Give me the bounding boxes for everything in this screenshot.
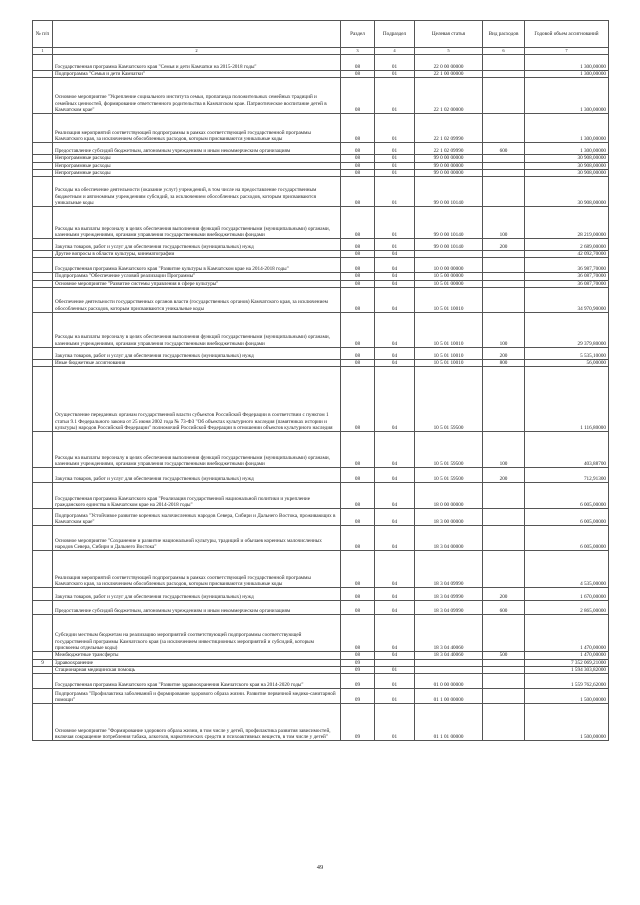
row-section-cell: 08 <box>341 468 375 483</box>
row-amount-cell: 1 500,00000 <box>525 689 609 704</box>
table-row <box>33 239 609 251</box>
row-article-cell <box>415 659 483 666</box>
table-row <box>33 551 609 588</box>
row-name-cell: Предоставление субсидий бюджетным, автономным учреждениям и иным некоммерческим организациям <box>53 601 341 615</box>
row-amount-cell: 30 908,00000 <box>525 155 609 162</box>
row-num-cell <box>33 78 53 114</box>
row-expense-type-cell: 600 <box>483 601 525 615</box>
row-amount-cell: 1 470,00000 <box>525 615 609 652</box>
header-section: Раздел <box>341 21 375 48</box>
row-name-cell: Закупка товаров, работ и услуг для обеспечения государственных (муниципальных) нужд <box>53 239 341 251</box>
row-article-cell: 99 0 00 00000 <box>415 162 483 169</box>
row-section-cell: 08 <box>341 601 375 615</box>
row-amount-cell: 1 594 303,82000 <box>525 666 609 673</box>
row-num-cell <box>33 360 53 367</box>
row-subsection-cell: 04 <box>375 551 415 588</box>
row-name-cell: Расходы на выплаты персоналу в целях обеспечения выполнения функций государственными (муниципальными) органами, казенными учреждениями, органами управления государственными внебюджетными фондами <box>53 313 341 348</box>
row-subsection-cell: 04 <box>375 509 415 526</box>
header-article: Целевая статья <box>415 21 483 48</box>
row-num-cell <box>33 71 53 78</box>
index-cell: 3 <box>341 48 375 55</box>
row-name-cell: Закупка товаров, работ и услуг для обеспечения государственных (муниципальных) нужд <box>53 348 341 360</box>
index-cell: 1 <box>33 48 53 55</box>
table-row <box>33 689 609 704</box>
row-article-cell: 22 1 02 09990 <box>415 143 483 155</box>
row-article-cell: 18 3 04 00000 <box>415 526 483 551</box>
table-row <box>33 143 609 155</box>
row-subsection-cell: 04 <box>375 258 415 273</box>
row-article-cell <box>415 251 483 258</box>
row-num-cell <box>33 258 53 273</box>
row-subsection-cell: 01 <box>375 666 415 673</box>
row-name-cell: Расходы на выплаты персоналу в целях обеспечения выполнения функций государственными (муниципальными) органами, казенными учреждениями, органами управления государственными внебюджетными фондами <box>53 207 341 239</box>
row-article-cell: 10 5 01 00000 <box>415 280 483 287</box>
row-subsection-cell: 04 <box>375 432 415 468</box>
table-row <box>33 652 609 659</box>
table-row <box>33 360 609 367</box>
row-section-cell: 08 <box>341 288 375 313</box>
row-section-cell: 08 <box>341 652 375 659</box>
table-row <box>33 273 609 280</box>
row-article-cell: 22 0 00 00000 <box>415 55 483 71</box>
row-name-cell: Реализация мероприятий соответствующей подпрограммы в рамках соответствующей государственной программы Камчатского края, за исключением обособленных расходов, которым присваиваются уникальные коды <box>53 551 341 588</box>
header-name <box>53 21 341 48</box>
row-expense-type-cell <box>483 251 525 258</box>
row-expense-type-cell <box>483 288 525 313</box>
row-amount-cell: 30 908,00000 <box>525 162 609 169</box>
row-expense-type-cell <box>483 169 525 176</box>
row-amount-cell: 403,88700 <box>525 432 609 468</box>
row-article-cell: 10 5 01 59500 <box>415 432 483 468</box>
row-expense-type-cell: 100 <box>483 207 525 239</box>
row-amount-cell: 6 005,00000 <box>525 526 609 551</box>
row-expense-type-cell <box>483 280 525 287</box>
row-expense-type-cell <box>483 273 525 280</box>
row-section-cell: 08 <box>341 273 375 280</box>
row-name-cell: Подпрограмма "Семья и дети Камчатки" <box>53 71 341 78</box>
row-num-cell <box>33 313 53 348</box>
row-article-cell: 01 1 01 00000 <box>415 704 483 741</box>
row-expense-type-cell <box>483 483 525 509</box>
row-amount-cell: 7 352 069,21000 <box>525 659 609 666</box>
row-section-cell: 09 <box>341 689 375 704</box>
row-expense-type-cell <box>483 689 525 704</box>
row-amount-cell: 36 987,70000 <box>525 258 609 273</box>
row-expense-type-cell: 500 <box>483 652 525 659</box>
row-name-cell: Основное мероприятие "Формирование здорового образа жизни, в том числе у детей, профилактика развития зависимостей, включая сокращение потребления табака, алкоголя, наркотических средств и психоактивных веществ, в том числе у детей" <box>53 704 341 741</box>
row-article-cell: 01 1 00 00000 <box>415 689 483 704</box>
row-amount-cell: 1 300,00000 <box>525 71 609 78</box>
row-subsection-cell: 04 <box>375 288 415 313</box>
table-row <box>33 526 609 551</box>
row-article-cell: 18 3 00 00000 <box>415 509 483 526</box>
row-expense-type-cell <box>483 674 525 689</box>
row-amount-cell: 34 970,90000 <box>525 288 609 313</box>
row-section-cell: 08 <box>341 155 375 162</box>
row-subsection-cell: 04 <box>375 588 415 601</box>
table-row <box>33 288 609 313</box>
row-article-cell: 18 0 00 00000 <box>415 483 483 509</box>
row-subsection-cell: 01 <box>375 71 415 78</box>
table-row <box>33 313 609 348</box>
row-subsection-cell: 04 <box>375 526 415 551</box>
row-amount-cell: 1 670,00000 <box>525 588 609 601</box>
row-amount-cell: 30 908,00000 <box>525 177 609 207</box>
row-article-cell: 10 5 00 00000 <box>415 273 483 280</box>
row-article-cell: 22 1 02 00000 <box>415 78 483 114</box>
row-section-cell: 09 <box>341 704 375 741</box>
row-section-cell: 08 <box>341 258 375 273</box>
row-section-cell: 08 <box>341 367 375 432</box>
row-name-cell: Закупка товаров, работ и услуг для обеспечения государственных (муниципальных) нужд <box>53 588 341 601</box>
row-amount-cell: 1 470,00000 <box>525 652 609 659</box>
row-num-cell <box>33 652 53 659</box>
row-subsection-cell: 04 <box>375 601 415 615</box>
table-row <box>33 251 609 258</box>
row-amount-cell: 29 379,80000 <box>525 313 609 348</box>
row-num-cell <box>33 432 53 468</box>
row-expense-type-cell: 200 <box>483 239 525 251</box>
row-section-cell: 08 <box>341 169 375 176</box>
row-article-cell: 10 0 00 00000 <box>415 258 483 273</box>
row-article-cell: 18 3 04 09990 <box>415 588 483 601</box>
row-num-cell <box>33 288 53 313</box>
row-section-cell: 08 <box>341 348 375 360</box>
row-section-cell: 08 <box>341 615 375 652</box>
row-name-cell: Основное мероприятие "Развитие системы управления в сфере культуры" <box>53 280 341 287</box>
table-row <box>33 207 609 239</box>
header-amount: Годовой объем ассигнований <box>525 21 609 48</box>
header-expense-type: Вид расходов <box>483 21 525 48</box>
row-section-cell: 09 <box>341 666 375 673</box>
row-section-cell: 08 <box>341 588 375 601</box>
row-amount-cell: 712,91300 <box>525 468 609 483</box>
row-num-cell <box>33 509 53 526</box>
row-section-cell: 08 <box>341 280 375 287</box>
row-subsection-cell: 04 <box>375 280 415 287</box>
table-row <box>33 674 609 689</box>
row-name-cell: Межбюджетные трансферты <box>53 652 341 659</box>
row-num-cell <box>33 169 53 176</box>
row-section-cell: 08 <box>341 483 375 509</box>
row-name-cell: Непрограммные расходы <box>53 169 341 176</box>
row-subsection-cell: 01 <box>375 704 415 741</box>
row-num-cell <box>33 615 53 652</box>
row-name-cell: Обеспечение деятельности государственных органов власти (государственных органов) Камчатского края, за исключением обособленных расходов, которым присваиваются уникальные коды <box>53 288 341 313</box>
table-row <box>33 509 609 526</box>
table-row <box>33 367 609 432</box>
row-num-cell <box>33 239 53 251</box>
row-subsection-cell: 04 <box>375 483 415 509</box>
row-section-cell: 08 <box>341 313 375 348</box>
header-num: № п/п <box>33 21 53 48</box>
row-num-cell <box>33 143 53 155</box>
row-expense-type-cell <box>483 162 525 169</box>
row-amount-cell: 1 500,00000 <box>525 704 609 741</box>
row-subsection-cell: 01 <box>375 689 415 704</box>
row-expense-type-cell <box>483 177 525 207</box>
row-amount-cell: 30 908,00000 <box>525 169 609 176</box>
row-name-cell: Государственная программа Камчатского края "Семья и дети Камчатки на 2015-2018 годы" <box>53 55 341 71</box>
budget-table-container <box>32 20 608 741</box>
row-section-cell: 09 <box>341 674 375 689</box>
row-subsection-cell: 04 <box>375 313 415 348</box>
page-number: 49 <box>316 864 324 871</box>
header-subsection: Подраздел <box>375 21 415 48</box>
row-num-cell <box>33 704 53 741</box>
row-section-cell: 08 <box>341 432 375 468</box>
row-expense-type-cell <box>483 615 525 652</box>
row-num-cell <box>33 689 53 704</box>
row-subsection-cell: 04 <box>375 615 415 652</box>
table-row <box>33 162 609 169</box>
row-num-cell <box>33 273 53 280</box>
table-row <box>33 71 609 78</box>
row-num-cell <box>33 468 53 483</box>
row-section-cell: 08 <box>341 509 375 526</box>
row-num-cell <box>33 207 53 239</box>
row-name-cell: Государственная программа Камчатского края "Развитие культуры в Камчатском крае на 2014-2018 годы" <box>53 258 341 273</box>
table-row <box>33 601 609 615</box>
row-name-cell: Расходы на обеспечение деятельности (оказание услуг) учреждений, в том числе на предоставление государственным бюджетным и автономным учреждениям субсидий, за исключением обособленных расходов, которым присваиваются уникальные коды <box>53 177 341 207</box>
row-num-cell <box>33 348 53 360</box>
row-expense-type-cell <box>483 659 525 666</box>
row-num-cell <box>33 601 53 615</box>
row-name-cell: Реализация мероприятий соответствующей подпрограммы в рамках соответствующей государственной программы Камчатского края, за исключением обособленных расходов, которым присваиваются уникальные коды <box>53 114 341 143</box>
row-article-cell: 99 0 00 10140 <box>415 177 483 207</box>
index-cell: 5 <box>415 48 483 55</box>
row-article-cell: 22 1 00 00000 <box>415 71 483 78</box>
row-amount-cell: 28 219,00000 <box>525 207 609 239</box>
row-amount-cell: 6 005,00000 <box>525 509 609 526</box>
table-row <box>33 468 609 483</box>
row-article-cell: 99 0 00 00000 <box>415 155 483 162</box>
row-name-cell: Закупка товаров, работ и услуг для обеспечения государственных (муниципальных) нужд <box>53 468 341 483</box>
row-subsection-cell: 04 <box>375 360 415 367</box>
row-subsection-cell <box>375 659 415 666</box>
table-row <box>33 666 609 673</box>
index-cell: 6 <box>483 48 525 55</box>
row-subsection-cell: 01 <box>375 55 415 71</box>
row-name-cell: Основное мероприятие "Сохранение и развитие национальной культуры, традиций и обычаев коренных малочисленных народов Севера, Сибири и Дальнего Востока" <box>53 526 341 551</box>
row-amount-cell: 42 092,70000 <box>525 251 609 258</box>
row-article-cell: 18 3 04 40060 <box>415 615 483 652</box>
row-num-cell <box>33 674 53 689</box>
row-section-cell: 08 <box>341 71 375 78</box>
table-row <box>33 78 609 114</box>
row-expense-type-cell: 200 <box>483 468 525 483</box>
row-expense-type-cell <box>483 78 525 114</box>
row-name-cell: Расходы на выплаты персоналу в целях обеспечения выполнения функций государственными (муниципальными) органами, казенными учреждениями, органами управления государственными внебюджетными фондами <box>53 432 341 468</box>
row-num-cell <box>33 114 53 143</box>
table-row <box>33 114 609 143</box>
table-row <box>33 588 609 601</box>
row-amount-cell: 2 689,00000 <box>525 239 609 251</box>
row-expense-type-cell <box>483 704 525 741</box>
row-subsection-cell: 01 <box>375 177 415 207</box>
row-expense-type-cell <box>483 71 525 78</box>
row-article-cell: 22 1 02 09990 <box>415 114 483 143</box>
row-name-cell: Подпрограмма "Профилактика заболеваний и формирование здорового образа жизни. Развитие первичной медико-санитарной помощи" <box>53 689 341 704</box>
row-num-cell <box>33 251 53 258</box>
row-section-cell: 08 <box>341 526 375 551</box>
row-name-cell: Государственная программа Камчатского края "Реализация государственной национальной политики и укрепление гражданского единства в Камчатском крае на 2014-2018 годы" <box>53 483 341 509</box>
table-row <box>33 432 609 468</box>
row-article-cell: 18 3 04 09990 <box>415 551 483 588</box>
row-num-cell <box>33 162 53 169</box>
row-subsection-cell: 01 <box>375 162 415 169</box>
row-section-cell: 08 <box>341 360 375 367</box>
row-name-cell: Субсидии местным бюджетам на реализацию мероприятий соответствующей подпрограммы соответствующей государственной программы Камчатского края (за исключением инвестиционных мероприятий и субсидий, которым присвоены отдельные коды) <box>53 615 341 652</box>
row-num-cell <box>33 588 53 601</box>
row-section-cell: 08 <box>341 251 375 258</box>
row-amount-cell: 56,00000 <box>525 360 609 367</box>
row-amount-cell: 1 116,80000 <box>525 367 609 432</box>
row-name-cell: Государственная программа Камчатского края "Развитие здравоохранения Камчатского края на 2014-2020 годы" <box>53 674 341 689</box>
budget-table <box>32 20 609 741</box>
row-name-cell: Подпрограмма "Устойчивое развитие коренных малочисленных народов Севера, Сибири и Дальнего Востока, проживающих в Камчатском крае" <box>53 509 341 526</box>
row-expense-type-cell: 200 <box>483 348 525 360</box>
row-subsection-cell: 01 <box>375 78 415 114</box>
row-section-cell: 08 <box>341 551 375 588</box>
row-num-cell <box>33 55 53 71</box>
row-subsection-cell: 01 <box>375 114 415 143</box>
row-name-cell: Предоставление субсидий бюджетным, автономным учреждениям и иным некоммерческим организациям <box>53 143 341 155</box>
row-amount-cell: 1 300,00000 <box>525 78 609 114</box>
row-subsection-cell: 04 <box>375 348 415 360</box>
row-article-cell: 10 5 01 59500 <box>415 367 483 432</box>
row-num-cell <box>33 551 53 588</box>
row-num-cell <box>33 177 53 207</box>
row-num-cell <box>33 483 53 509</box>
row-num-cell <box>33 155 53 162</box>
row-article-cell: 10 5 01 10010 <box>415 360 483 367</box>
row-expense-type-cell: 100 <box>483 313 525 348</box>
row-expense-type-cell: 200 <box>483 588 525 601</box>
row-article-cell: 10 5 01 10010 <box>415 348 483 360</box>
row-name-cell: Стационарная медицинская помощь <box>53 666 341 673</box>
row-expense-type-cell <box>483 666 525 673</box>
row-name-cell: Иные бюджетные ассигнования <box>53 360 341 367</box>
row-subsection-cell: 01 <box>375 155 415 162</box>
table-row <box>33 55 609 71</box>
row-name-cell: Непрограммные расходы <box>53 162 341 169</box>
row-subsection-cell: 04 <box>375 273 415 280</box>
table-row <box>33 483 609 509</box>
row-amount-cell: 1 559 762,62000 <box>525 674 609 689</box>
row-expense-type-cell: 800 <box>483 360 525 367</box>
row-amount-cell: 36 087,70000 <box>525 273 609 280</box>
row-section-cell: 08 <box>341 55 375 71</box>
row-subsection-cell: 04 <box>375 652 415 659</box>
row-expense-type-cell <box>483 155 525 162</box>
row-subsection-cell: 01 <box>375 169 415 176</box>
row-expense-type-cell <box>483 526 525 551</box>
row-name-cell: Осуществление переданных органам государственной власти субъектов Российской Федерации в соответствии с пунктом 1 статьи 9.1 Федерального закона от 25 июня 2002 года № 73-ФЗ "Об объектах культурного наследия (памятниках истории и культуры) народов Российской Федерации" полномочий Российской Федерации в отношении объектов культурного наследия <box>53 367 341 432</box>
row-section-cell: 08 <box>341 207 375 239</box>
row-amount-cell: 5 535,10000 <box>525 348 609 360</box>
index-cell: 7 <box>525 48 609 55</box>
row-num-cell <box>33 666 53 673</box>
row-article-cell <box>415 666 483 673</box>
row-article-cell: 99 0 00 10140 <box>415 207 483 239</box>
row-article-cell: 10 5 01 59500 <box>415 468 483 483</box>
row-amount-cell: 6 005,00000 <box>525 483 609 509</box>
row-expense-type-cell: 600 <box>483 143 525 155</box>
row-amount-cell: 1 300,00000 <box>525 55 609 71</box>
row-subsection-cell: 01 <box>375 239 415 251</box>
row-amount-cell: 1 300,00000 <box>525 143 609 155</box>
table-row <box>33 704 609 741</box>
row-amount-cell: 2 865,00000 <box>525 601 609 615</box>
table-row <box>33 348 609 360</box>
table-row <box>33 659 609 666</box>
row-article-cell: 10 5 01 10010 <box>415 313 483 348</box>
row-expense-type-cell <box>483 258 525 273</box>
row-num-cell <box>33 526 53 551</box>
row-subsection-cell: 04 <box>375 367 415 432</box>
row-amount-cell: 36 087,70000 <box>525 280 609 287</box>
row-section-cell: 08 <box>341 162 375 169</box>
row-num-cell: 9 <box>33 659 53 666</box>
row-name-cell: Непрограммные расходы <box>53 155 341 162</box>
table-row <box>33 615 609 652</box>
row-name-cell: Здравоохранение <box>53 659 341 666</box>
table-row <box>33 280 609 287</box>
row-num-cell <box>33 367 53 432</box>
row-article-cell: 99 0 00 10140 <box>415 239 483 251</box>
row-amount-cell: 4 535,00000 <box>525 551 609 588</box>
row-expense-type-cell <box>483 551 525 588</box>
row-num-cell <box>33 280 53 287</box>
row-section-cell: 08 <box>341 239 375 251</box>
table-row <box>33 169 609 176</box>
row-expense-type-cell: 100 <box>483 432 525 468</box>
row-article-cell: 01 0 00 00000 <box>415 674 483 689</box>
row-expense-type-cell <box>483 114 525 143</box>
row-section-cell: 08 <box>341 143 375 155</box>
row-expense-type-cell <box>483 367 525 432</box>
row-article-cell: 18 3 04 09990 <box>415 601 483 615</box>
row-expense-type-cell <box>483 55 525 71</box>
row-name-cell: Основное мероприятие "Укрепление социального института семьи, пропаганда положительных семейных традиций и семейных ценностей, формирование ответственного родительства в Камчатском крае. Патриотическое воспитание детей в Камчатском крае" <box>53 78 341 114</box>
row-amount-cell: 1 300,00000 <box>525 114 609 143</box>
row-subsection-cell: 01 <box>375 207 415 239</box>
row-subsection-cell: 04 <box>375 251 415 258</box>
row-name-cell: Подпрограмма "Обеспечение условий реализации Программы" <box>53 273 341 280</box>
row-subsection-cell: 01 <box>375 143 415 155</box>
index-cell: 2 <box>53 48 341 55</box>
index-cell: 4 <box>375 48 415 55</box>
row-name-cell: Другие вопросы в области культуры, кинематографии <box>53 251 341 258</box>
row-article-cell: 10 5 01 10010 <box>415 288 483 313</box>
row-section-cell: 08 <box>341 114 375 143</box>
row-subsection-cell: 01 <box>375 674 415 689</box>
table-row <box>33 177 609 207</box>
table-row <box>33 155 609 162</box>
row-subsection-cell: 04 <box>375 468 415 483</box>
table-row <box>33 258 609 273</box>
row-article-cell: 99 0 00 00000 <box>415 169 483 176</box>
row-section-cell: 08 <box>341 177 375 207</box>
row-expense-type-cell <box>483 509 525 526</box>
row-section-cell: 09 <box>341 659 375 666</box>
row-article-cell: 18 3 04 40060 <box>415 652 483 659</box>
row-section-cell: 08 <box>341 78 375 114</box>
